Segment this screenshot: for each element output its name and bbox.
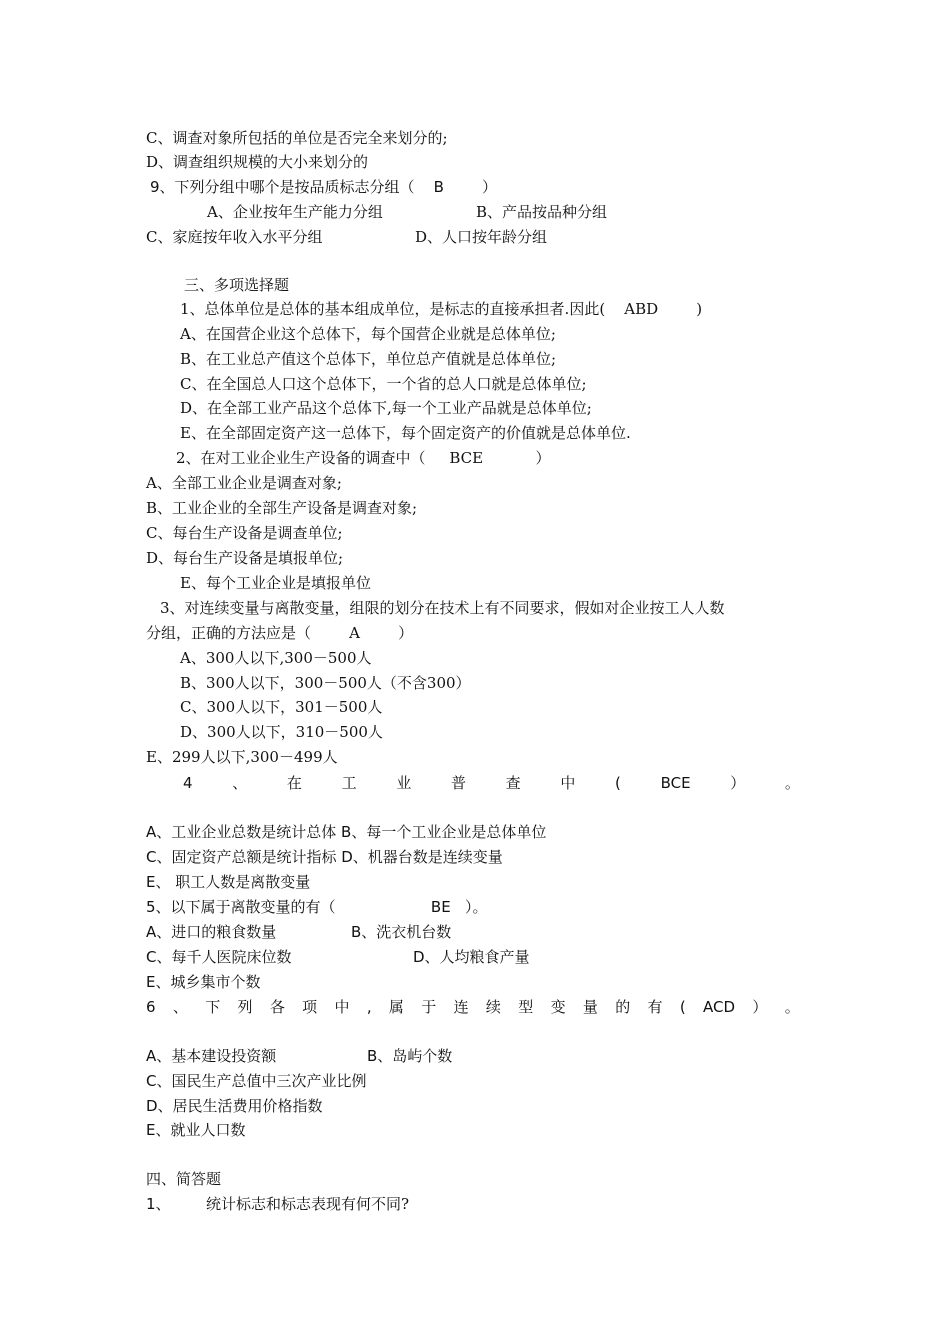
q6-part: 各 [269, 998, 285, 1016]
option-a: A、全部工业企业是调查对象; [146, 474, 342, 492]
option-e: E、 职工人数是离散变量 [146, 873, 311, 891]
q6-part: 。 [784, 998, 800, 1016]
option-d: D、人口按年龄分组 [415, 228, 548, 246]
q4-part: 普 [450, 774, 466, 792]
text-line: C、调查对象所包括的单位是否完全来划分的; [146, 129, 448, 147]
question-1: 1、总体单位是总体的基本组成单位，是标志的直接承担者.因此( ABD ) [180, 300, 703, 318]
option-e: E、299人以下,300－499人 [146, 748, 338, 766]
q4-part: 、 [232, 774, 248, 792]
q6-part: 项 [302, 998, 318, 1016]
question-4 [183, 773, 800, 793]
q6-part: 的 [615, 998, 631, 1016]
q6-part: 量 [582, 998, 598, 1016]
q6-answer: ACD [703, 998, 736, 1016]
q6-part: 列 [237, 998, 253, 1016]
q6-part: 续 [485, 998, 501, 1016]
option-b: B、工业企业的全部生产设备是调查对象; [146, 499, 418, 517]
q6-part: 、 [172, 998, 188, 1016]
q6-part: ( [679, 998, 686, 1016]
section-title: 四、简答题 [146, 1170, 222, 1188]
option-c: C、在全国总人口这个总体下，一个省的总人口就是总体单位; [180, 375, 587, 393]
q6-part: 下 [205, 998, 221, 1016]
option-e: E、在全部固定资产这一总体下，每个固定资产的价值就是总体单位. [180, 424, 631, 442]
option-a: A、基本建设投资额 [146, 1047, 277, 1065]
option-e: E、城乡集市个数 [146, 973, 261, 991]
option-c: C、每台生产设备是调查单位; [146, 524, 343, 542]
option-c: C、国民生产总值中三次产业比例 [146, 1072, 367, 1090]
q4-part: 业 [396, 774, 412, 792]
option-d: D、居民生活费用价格指数 [146, 1097, 323, 1115]
question-text: 统计标志和标志表现有何不同? [206, 1195, 410, 1213]
option-d: D、300人以下，310－500人 [180, 723, 383, 741]
option-a: A、300人以下,300－500人 [180, 649, 372, 667]
option-c: C、每千人医院床位数 [146, 948, 292, 966]
option-a-b: A、工业企业总数是统计总体 B、每一个工业企业是总体单位 [146, 823, 547, 841]
option-b: B、产品按品种分组 [476, 203, 608, 221]
question-3-line2: 分组，正确的方法应是（ A ） [146, 624, 414, 642]
option-d: D、每台生产设备是填报单位; [146, 549, 344, 567]
question-9: 9、下列分组中哪个是按品质标志分组（ B ） [150, 178, 498, 196]
question-6 [146, 997, 800, 1017]
text-line: D、调查组织规模的大小来划分的 [146, 153, 369, 171]
option-c-d: C、固定资产总额是统计指标 D、机器台数是连续变量 [146, 848, 503, 866]
q4-part: ） [730, 774, 746, 792]
option-c: C、300人以下，301－500人 [180, 698, 383, 716]
q6-part: 连 [453, 998, 469, 1016]
section-title: 三、多项选择题 [184, 276, 290, 294]
option-a: A、企业按年生产能力分组 [207, 203, 383, 221]
q6-part: , [366, 998, 372, 1016]
option-b: B、岛屿个数 [367, 1047, 453, 1065]
q6-part: 变 [550, 998, 566, 1016]
option-d: D、在全部工业产品这个总体下,每一个工业产品就是总体单位; [180, 399, 592, 417]
option-e: E、就业人口数 [146, 1121, 246, 1139]
option-c: C、家庭按年收入水平分组 [146, 228, 323, 246]
q4-answer: BCE [660, 774, 691, 792]
q6-part: 属 [388, 998, 404, 1016]
q4-part: ( [615, 774, 621, 792]
option-e: E、每个工业企业是填报单位 [180, 574, 371, 592]
option-b: B、洗衣机台数 [351, 923, 452, 941]
q4-part: 工 [341, 774, 357, 792]
q4-part: 中 [560, 774, 576, 792]
option-a: A、进口的粮食数量 [146, 923, 277, 941]
q6-part: 有 [647, 998, 663, 1016]
q6-part: 于 [421, 998, 437, 1016]
q4-part: 查 [505, 774, 521, 792]
q4-part: 4 [183, 774, 193, 792]
q6-part: ） [752, 998, 768, 1016]
question-3-line1: 3、对连续变量与离散变量，组限的划分在技术上有不同要求，假如对企业按工人人数 [160, 599, 725, 617]
option-a: A、在国营企业这个总体下，每个国营企业就是总体单位; [180, 325, 556, 343]
q4-part: 在 [286, 774, 302, 792]
question-2: 2、在对工业企业生产设备的调查中（ BCE ） [176, 449, 551, 467]
q6-part: 6 [146, 998, 156, 1016]
option-b: B、在工业总产值这个总体下，单位总产值就是总体单位; [180, 350, 557, 368]
question-number: 1、 [146, 1195, 171, 1213]
q6-part: 型 [518, 998, 534, 1016]
q4-part: 。 [784, 774, 800, 792]
option-b: B、300人以下，300－500人（不含300） [180, 674, 471, 692]
option-d: D、人均粮食产量 [413, 948, 530, 966]
q6-part: 中 [334, 998, 350, 1016]
question-5: 5、以下属于离散变量的有（ BE ）。 [146, 898, 488, 916]
